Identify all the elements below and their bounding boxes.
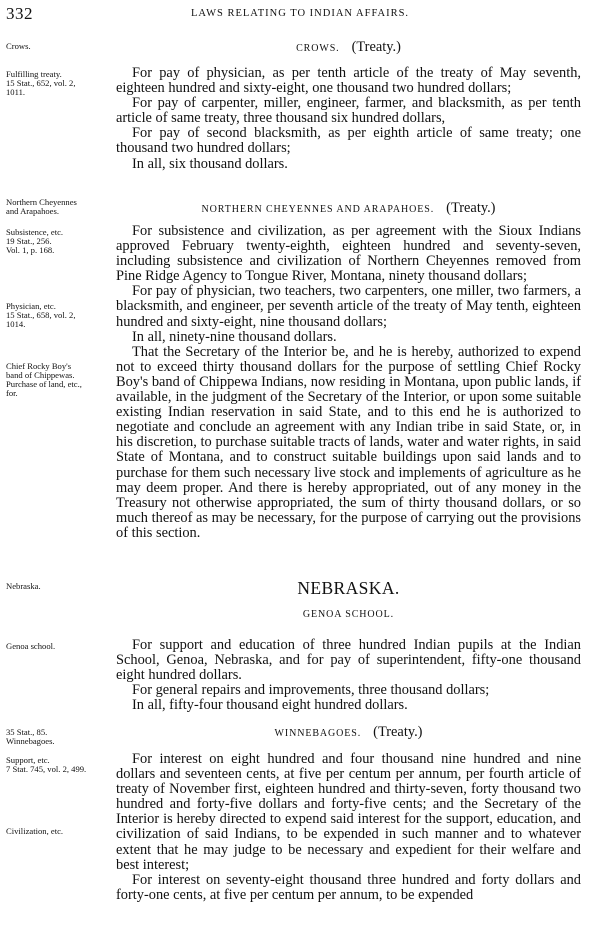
- margin-note-winnebagoes: 35 Stat., 85. Winnebagoes.: [6, 727, 55, 746]
- paragraph: For general repairs and improvements, three thousand dollars;: [132, 682, 490, 699]
- paragraph: That the Secretary of the Interior be, and he is hereby, authorized to expend not to exceed thirty thousand dollars for the purpose of settling Chief Rocky Boy's band of Chippewa Indians, now residing in Montana, upon public lands, if available, in the judgment of the Secretary of the Interior, or upon some suitable existing Indian reservation in said State, and to this end he is authorized to negotiate and conclude an agreement with any Indian tribe in said State, or, in his discretion, to purchase suitable tracts of lands, water and water rights, in said State of Montana, and to construct suitable buildings upon said lands and to purchase for them such necessary live stock and implements of agriculture as he may deem proper. And there is hereby appropriated, out of any money in the Treasury not otherwise appropriated, the sum of thirty thousand dollars, or so much thereof as may be necessary, for the purpose of carrying out the provisions of this section.: [116, 343, 581, 541]
- running-title: LAWS RELATING TO INDIAN AFFAIRS.: [190, 8, 410, 19]
- heading-crows: CROWS. (Treaty.): [296, 39, 401, 55]
- margin-note-fulfilling-treaty: Fulfilling treaty. 15 Stat., 652, vol. 2, 1011.: [6, 69, 76, 97]
- margin-note-crows: Crows.: [6, 41, 31, 51]
- margin-note-civilization: Civilization, etc.: [6, 826, 64, 836]
- margin-note-cheyennes: Northern Cheyennes and Arapahoes.: [6, 197, 77, 216]
- paragraph: For pay of physician, as per tenth article of the treaty of May seventh, eighteen hundred and sixty-eight, one thousand two hundred dollars;: [116, 65, 581, 97]
- subheading-genoa-school: GENOA SCHOOL.: [302, 609, 395, 620]
- nebraska-text: [116, 638, 581, 713]
- heading-nebraska: NEBRASKA.: [297, 578, 400, 598]
- paragraph: In all, fifty-four thousand eight hundred dollars.: [132, 697, 408, 714]
- page-number: 332: [6, 4, 33, 23]
- margin-note-nebraska: Nebraska.: [6, 581, 41, 591]
- paragraph: For interest on seventy-eight thousand three hundred and forty dollars and forty-one cents, at five per centum per annum, to be expended: [116, 871, 581, 903]
- paragraph: In all, ninety-nine thousand dollars.: [132, 328, 337, 345]
- paragraph: For subsistence and civilization, as per agreement with the Sioux Indians approved February twenty-eighth, eighteen hundred and seventy-seven, including subsistence and civilization of Northern Cheyennes removed from Pine Ridge Agency to Tongue River, Montana, ninety thousand dollars;: [116, 223, 581, 285]
- paragraph: For interest on eight hundred and four thousand nine hundred and nine dollars and seventeen cents, at five per centum per annum, per fourth article of treaty of November first, eighteen hundred and thirty-seven, forty thousand two hundred and forty-five dollars and forty-five cents; and the Secretary of the Interior is hereby directed to expend said interest for the support, education, and civilization of said Indians, to be expended in such manner and to whatever extent that he may judge to be necessary and expedient for their welfare and best interest;: [116, 751, 581, 873]
- margin-note-subsistence: Subsistence, etc. 19 Stat., 256. Vol. 1, p. 168.: [6, 227, 64, 255]
- paragraph: For pay of carpenter, miller, engineer, farmer, and blacksmith, as per tenth article of same treaty, three thousand six hundred dollars,: [116, 95, 581, 127]
- margin-note-rocky-boy: Chief Rocky Boy's band of Chippewas. Purchase of land, etc., for.: [6, 361, 82, 398]
- paragraph: For pay of physician, two teachers, two carpenters, one miller, two farmers, a blacksmith, and engineer, per seventh article of the treaty of May tenth, eighteen hundred and sixty-eight, nine thousand dollars;: [116, 283, 581, 330]
- running-header: [6, 4, 594, 24]
- paragraph: For pay of second blacksmith, as per eighth article of same treaty; one thousand two hundred dollars;: [116, 125, 581, 157]
- margin-note-physician: Physician, etc. 15 Stat., 658, vol. 2, 1014.: [6, 301, 76, 329]
- crows-text: [116, 66, 581, 172]
- paragraph: For support and education of three hundred Indian pupils at the Indian School, Genoa, Nebraska, and for pay of superintendent, fifty-one thousand eight hundred dollars.: [116, 637, 581, 684]
- heading-winnebagoes: WINNEBAGOES. (Treaty.): [274, 724, 423, 740]
- paragraph: In all, six thousand dollars.: [132, 155, 288, 172]
- margin-note-support: Support, etc. 7 Stat. 745, vol. 2, 499.: [6, 755, 87, 774]
- margin-note-genoa-school: Genoa school.: [6, 641, 56, 651]
- winnebagoes-text: [116, 752, 581, 903]
- heading-cheyennes: NORTHERN CHEYENNES AND ARAPAHOES. (Treaty.): [201, 200, 496, 216]
- cheyennes-text: [116, 224, 581, 541]
